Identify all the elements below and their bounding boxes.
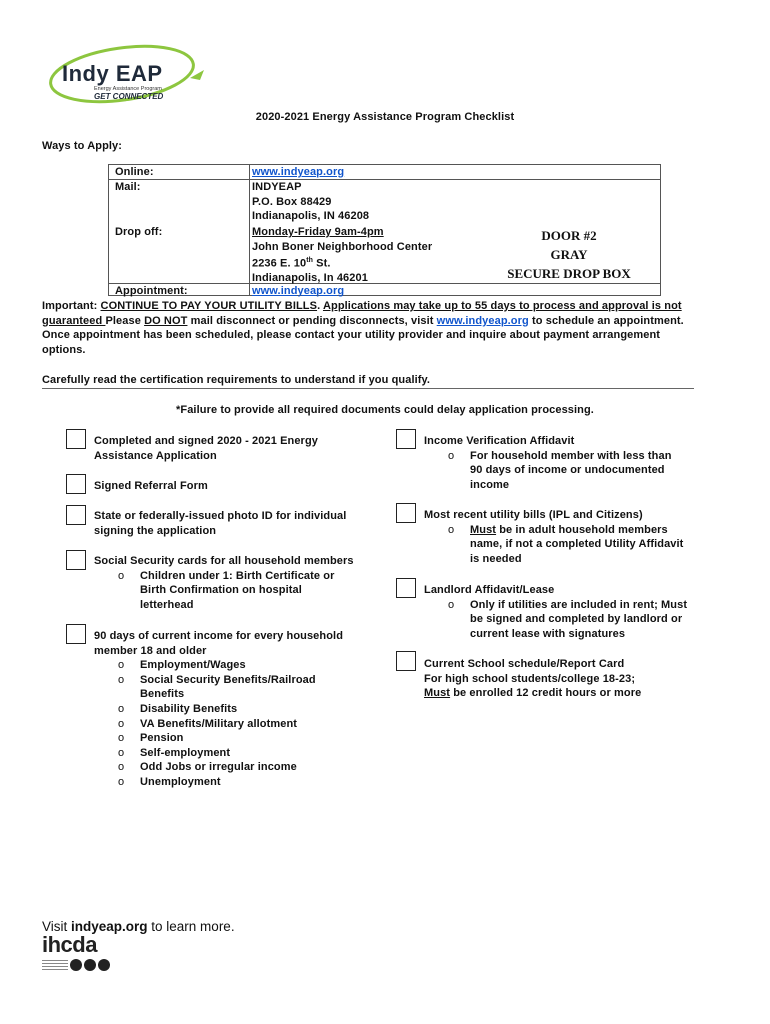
item-income-affidavit: Income Verification Affidavit o For household member with less than 90 days of income or undocumented income	[424, 435, 672, 491]
ihcda-logo: ihcda	[42, 933, 110, 971]
checkbox-school-schedule[interactable]	[396, 651, 416, 671]
ihcda-circle-icon-3	[98, 959, 110, 971]
important-notice: Important: CONTINUE TO PAY YOUR UTILITY BILLS. Applications may take up to 55 days to process and approval is not guaranteed Please DO NOT mail disconnect or pending disconnects, visit www.indyeap.org to schedule an appointment. Once appointment has been scheduled, please contact your utility provider and inquire about payment arrangement options.	[42, 300, 684, 356]
logo-tagline: GET CONNECTED	[94, 92, 164, 101]
logo-name: Indy EAP	[62, 61, 163, 86]
visit-link[interactable]: indyeap.org	[71, 919, 148, 934]
item-utility-bills: Most recent utility bills (IPL and Citizens) o Must be in adult household members name, if not a completed Utility Affidavit is needed	[424, 509, 684, 565]
schedule-link[interactable]: www.indyeap.org	[436, 314, 529, 327]
visit-note: Visit indyeap.org to learn more.	[42, 919, 235, 934]
mail-address: INDYEAP P.O. Box 88429 Indianapolis, IN 46208	[252, 181, 370, 223]
online-link[interactable]: www.indyeap.org	[252, 166, 345, 178]
appointment-link[interactable]: www.indyeap.org	[252, 285, 345, 297]
page-title: 2020-2021 Energy Assistance Program Checklist	[255, 111, 515, 123]
appointment-label: Appointment:	[115, 285, 188, 297]
checkbox-income[interactable]	[66, 624, 86, 644]
item-income: 90 days of current income for every household member 18 and older o Employment/Wages o Social Security Benefits/Railroad Benefits o Disability Benefits o VA Benefits/Military allotment o Pension o Self-employment o Odd Jobs or irregular income o Unemployment	[94, 630, 344, 788]
ihcda-circle-icon-1	[70, 959, 82, 971]
item-social-security: Social Security cards for all household members o Children under 1: Birth Certificate or Birth Confirmation on hospital letterhead	[94, 555, 354, 611]
checkbox-referral-form[interactable]	[66, 474, 86, 494]
checkbox-social-security[interactable]	[66, 550, 86, 570]
item-school-schedule: Current School schedule/Report Card For high school students/college 18-23; Must be enrolled 12 credit hours or more	[424, 658, 642, 700]
checkbox-landlord-affidavit[interactable]	[396, 578, 416, 598]
dropoff-address: Monday-Friday 9am-4pm John Boner Neighborhood Center 2236 E. 10th St. Indianapolis, In 46201	[252, 226, 433, 285]
mail-label: Mail:	[115, 181, 141, 193]
item-referral-form: Signed Referral Form	[94, 480, 208, 492]
logo-subtitle: Energy Assistance Program	[94, 86, 162, 92]
checkbox-income-affidavit[interactable]	[396, 429, 416, 449]
online-label: Online:	[115, 166, 154, 178]
dropoff-label: Drop off:	[115, 226, 163, 238]
careful-note: Carefully read the certification requirements to understand if you qualify.	[42, 374, 431, 386]
ways-to-apply-label: Ways to Apply:	[42, 140, 123, 152]
secure-drop-box-note: DOOR #2 GRAY SECURE DROP BOX	[507, 228, 631, 281]
divider	[42, 388, 694, 389]
item-landlord-affidavit: Landlord Affidavit/Lease o Only if utilities are included in rent; Must be signed and completed by landlord or current lease with signatures	[424, 584, 688, 640]
ihcda-circle-icon-2	[84, 959, 96, 971]
item-application: Completed and signed 2020 - 2021 Energy Assistance Application	[94, 435, 318, 462]
checkbox-photo-id[interactable]	[66, 505, 86, 525]
dropoff-hours: Monday-Friday 9am-4pm	[252, 226, 384, 238]
checkbox-application[interactable]	[66, 429, 86, 449]
checkbox-utility-bills[interactable]	[396, 503, 416, 523]
failure-note: *Failure to provide all required documents could delay application processing.	[176, 404, 594, 416]
item-photo-id: State or federally-issued photo ID for individual signing the application	[94, 510, 347, 537]
